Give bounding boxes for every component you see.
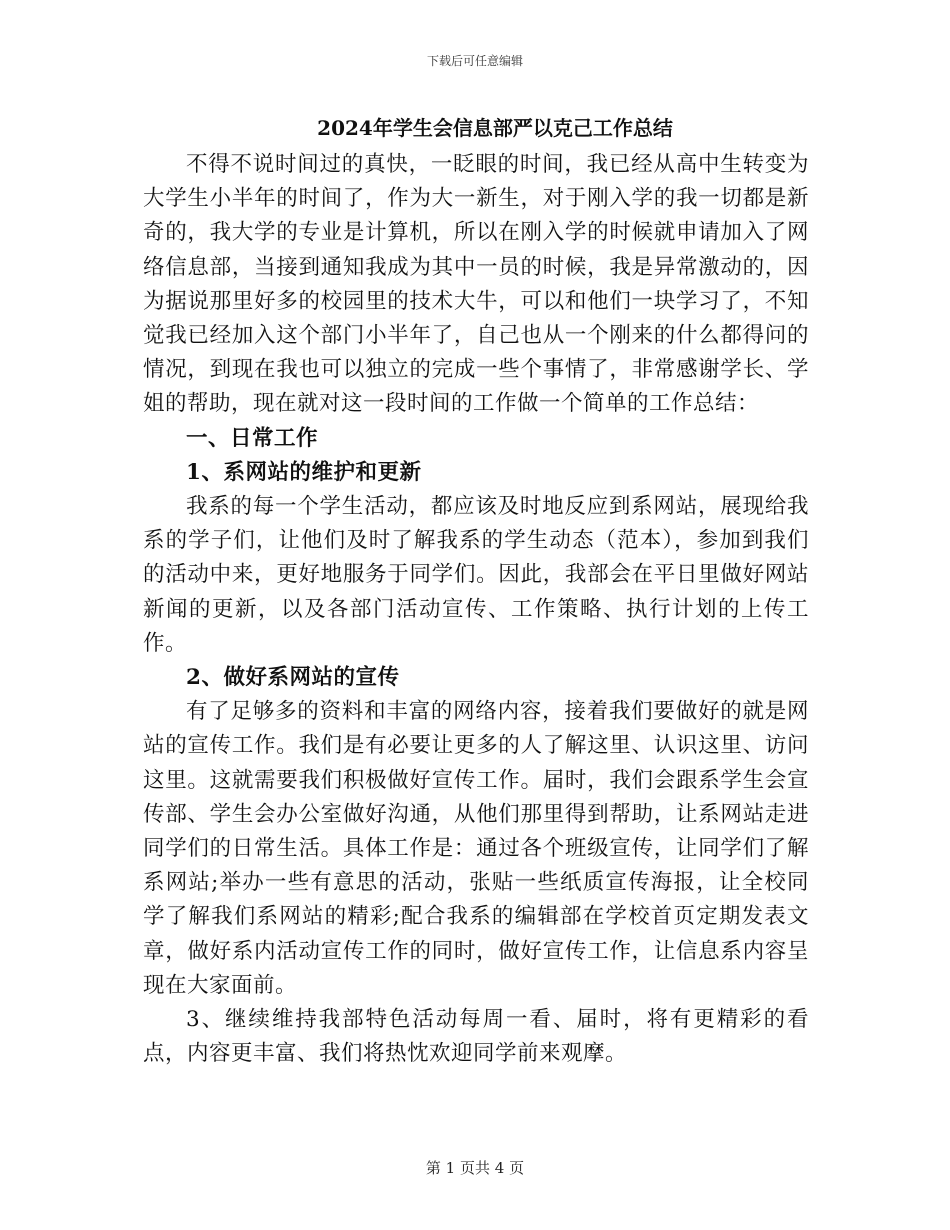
page-number: 第 1 页共 4 页	[425, 1159, 525, 1177]
document-title: 2024年学生会信息部严以克己工作总结	[317, 116, 673, 140]
paragraph-website-promotion: 有了足够多的资料和丰富的网络内容，接着我们要做好的就是网站的宣传工作。我们是有必要让更多的人了解这里、认识这里、访问这里。这就需要我们积极做好宣传工作。届时，我们会跟系学生会宣传部、学生会办公室做好沟通，从他们那里得到帮助，让系网站走进同学们的日常生活。具体工作是：通过各个班级宣传，让同学们了解系网站;举办一些有意思的活动，张贴一些纸质宣传海报，让全校同学了解我们系网站的精彩;配合我系的编辑部在学校首页定期发表文章，做好系内活动宣传工作的同时，做好宣传工作，让信息系内容呈现在大家面前。	[143, 699, 809, 998]
paragraph-weekly-activity: 3、继续维持我部特色活动每周一看、届时，将有更精彩的看点，内容更丰富、我们将热忱欢迎同学前来观摩。	[143, 1007, 809, 1067]
section-heading-daily-work: 一、日常工作	[186, 425, 319, 451]
intro-paragraph: 不得不说时间过的真快，一眨眼的时间，我已经从高中生转变为大学生小半年的时间了，作为大一新生，对于刚入学的我一切都是新奇的，我大学的专业是计算机，所以在刚入学的时候就申请加入了网络信息部，当接到通知我成为其中一员的时候，我是异常激动的，因为据说那里好多的校园里的技术大牛，可以和他们一块学习了，不知觉我已经加入这个部门小半年了，自己也从一个刚来的什么都得问的情况，到现在我也可以独立的完成一些个事情了，非常感谢学长、学姐的帮助，现在就对这一段时间的工作做一个简单的工作总结：	[143, 152, 809, 417]
page-header-note: 下载后可任意编辑	[426, 54, 523, 68]
subheading-website-promotion: 2、做好系网站的宣传	[186, 665, 400, 691]
document-body	[143, 112, 809, 1071]
subheading-website-maintenance: 1、系网站的维护和更新	[186, 459, 422, 485]
paragraph-website-maintenance: 我系的每一个学生活动，都应该及时地反应到系网站，展现给我系的学子们，让他们及时了解我系的学生动态（范本），参加到我们的活动中来，更好地服务于同学们。因此，我部会在平日里做好网站新闻的更新，以及各部门活动宣传、工作策略、执行计划的上传工作。	[143, 494, 809, 656]
